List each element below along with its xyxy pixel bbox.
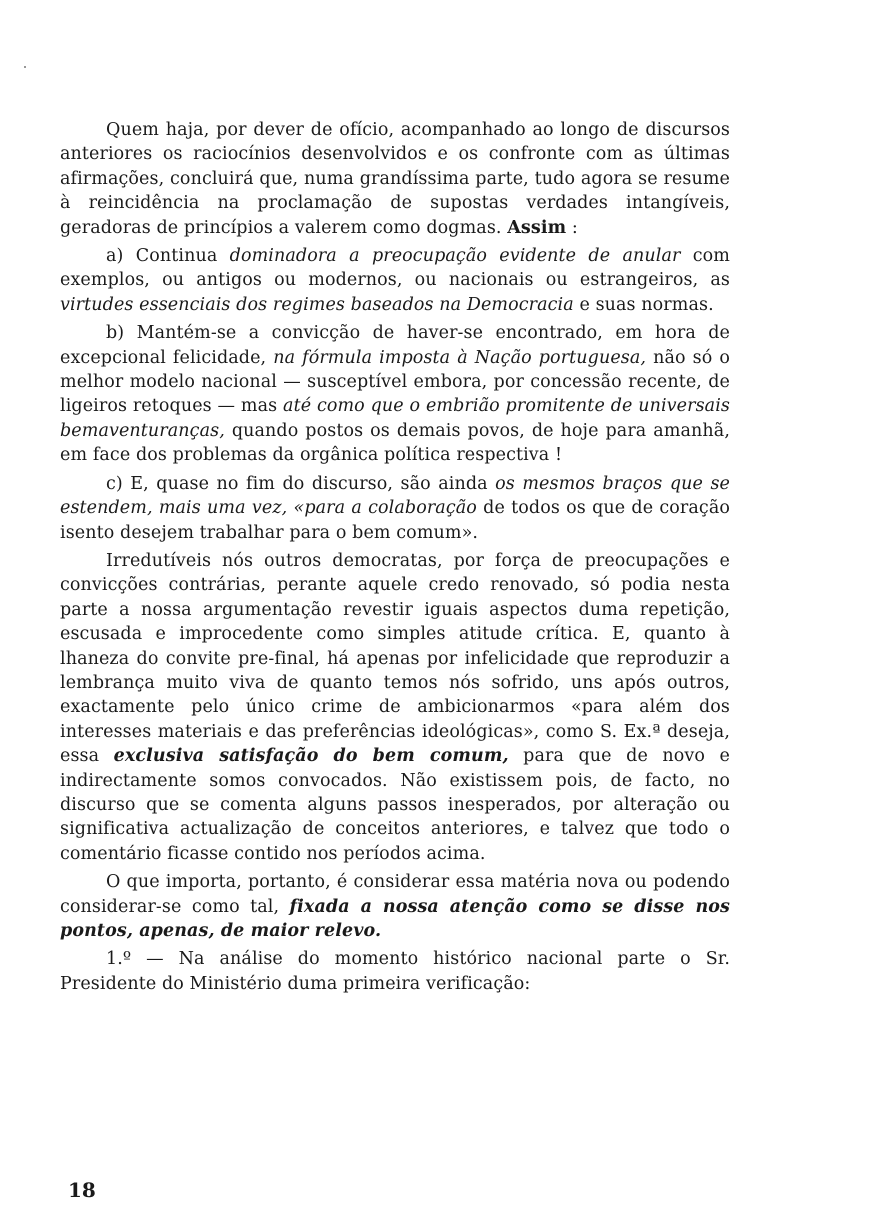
body-text	[60, 118, 730, 1000]
text-run: e suas normas.	[573, 294, 714, 315]
paragraph	[60, 947, 730, 996]
paragraph	[60, 118, 730, 240]
text-run: com exemplos, ou antigos ou modernos, ou nacionais ou estrangeiros, as	[60, 246, 730, 291]
list-item-paragraph	[60, 244, 730, 317]
text-run: exclusiva satisfação do bem comum,	[113, 746, 509, 767]
list-item-paragraph	[60, 321, 730, 467]
text-run: Assim	[507, 217, 567, 238]
text-run: Irredutíveis nós outros democratas, por força de preocupações e convicções contrárias, perante aquele credo renovado, só podia nesta parte a nossa argumentação revestir iguais aspectos duma repetição, escusada e improcedente como simples atitude crítica. E, quanto à lhaneza do convite pre-final, há apenas por infelicidade que reproduzir a lembrança muito viva de quanto temos nós sofrido, uns após outros, exactamente pelo único crime de ambicionarmos «para além dos interesses materiais e das preferências ideológicas», como S. Ex.ª deseja, essa	[60, 550, 730, 767]
text-run: não só o melhor modelo nacional — susceptível embora, por concessão recente, de ligeiros retoques — mas	[60, 347, 730, 417]
paragraph	[60, 870, 730, 943]
text-run: O que importa, portanto, é considerar essa matéria nova ou podendo considerar-se como tal,	[60, 872, 730, 917]
text-run: fixada a nossa atenção como se disse nos pontos, apenas, de maior relevo.	[60, 896, 730, 941]
text-run: dominadora a preocupação evidente de anular	[229, 246, 681, 267]
text-run: :	[566, 217, 578, 238]
text-run: b) Mantém-se a convicção de haver-se encontrado, em hora de excepcional felicidade,	[60, 323, 730, 368]
page-number: 18	[68, 1178, 96, 1202]
text-run: para que de novo e indirectamente somos convocados. Não existissem pois, de facto, no discurso que se comenta alguns passos inesperados, por alteração ou significativa actualização de conceitos anteriores, e talvez que todo o comentário ficasse contido nos períodos acima.	[60, 746, 730, 864]
text-run: até como que o embrião promitente de universais bemaventuranças,	[60, 396, 730, 441]
list-item-paragraph	[60, 472, 730, 545]
text-run: os mesmos braços que se estendem, mais uma vez, «para a colaboração	[60, 473, 730, 519]
text-run: virtudes essenciais dos regimes baseados na Democracia	[60, 294, 574, 315]
text-run: Quem haja, por dever de ofício, acompanhado ao longo de discursos anteriores os raciocínios desenvolvidos e os confronte com as últimas afirmações, concluirá que, numa grandíssima parte, tudo agora se resume à reincidência na proclamação de supostas verdades intangíveis, geradoras de princípios a valerem como dogmas.	[60, 120, 730, 238]
text-run: de todos os que de coração isento desejem trabalhar para o bem comum».	[60, 498, 730, 543]
paragraph	[60, 549, 730, 866]
text-run: 1.º — Na análise do momento histórico nacional parte o Sr. Presidente do Ministério duma primeira verificação:	[60, 949, 730, 994]
text-run: na fórmula imposta à Nação portuguesa,	[273, 347, 647, 368]
scan-speck	[24, 66, 26, 68]
text-run: a) Continua	[106, 246, 230, 267]
text-run: c) E, quase no fim do discurso, são ainda	[106, 473, 496, 494]
text-run: quando postos os demais povos, de hoje para amanhã, em face dos problemas da orgânica política respectiva !	[60, 420, 730, 466]
